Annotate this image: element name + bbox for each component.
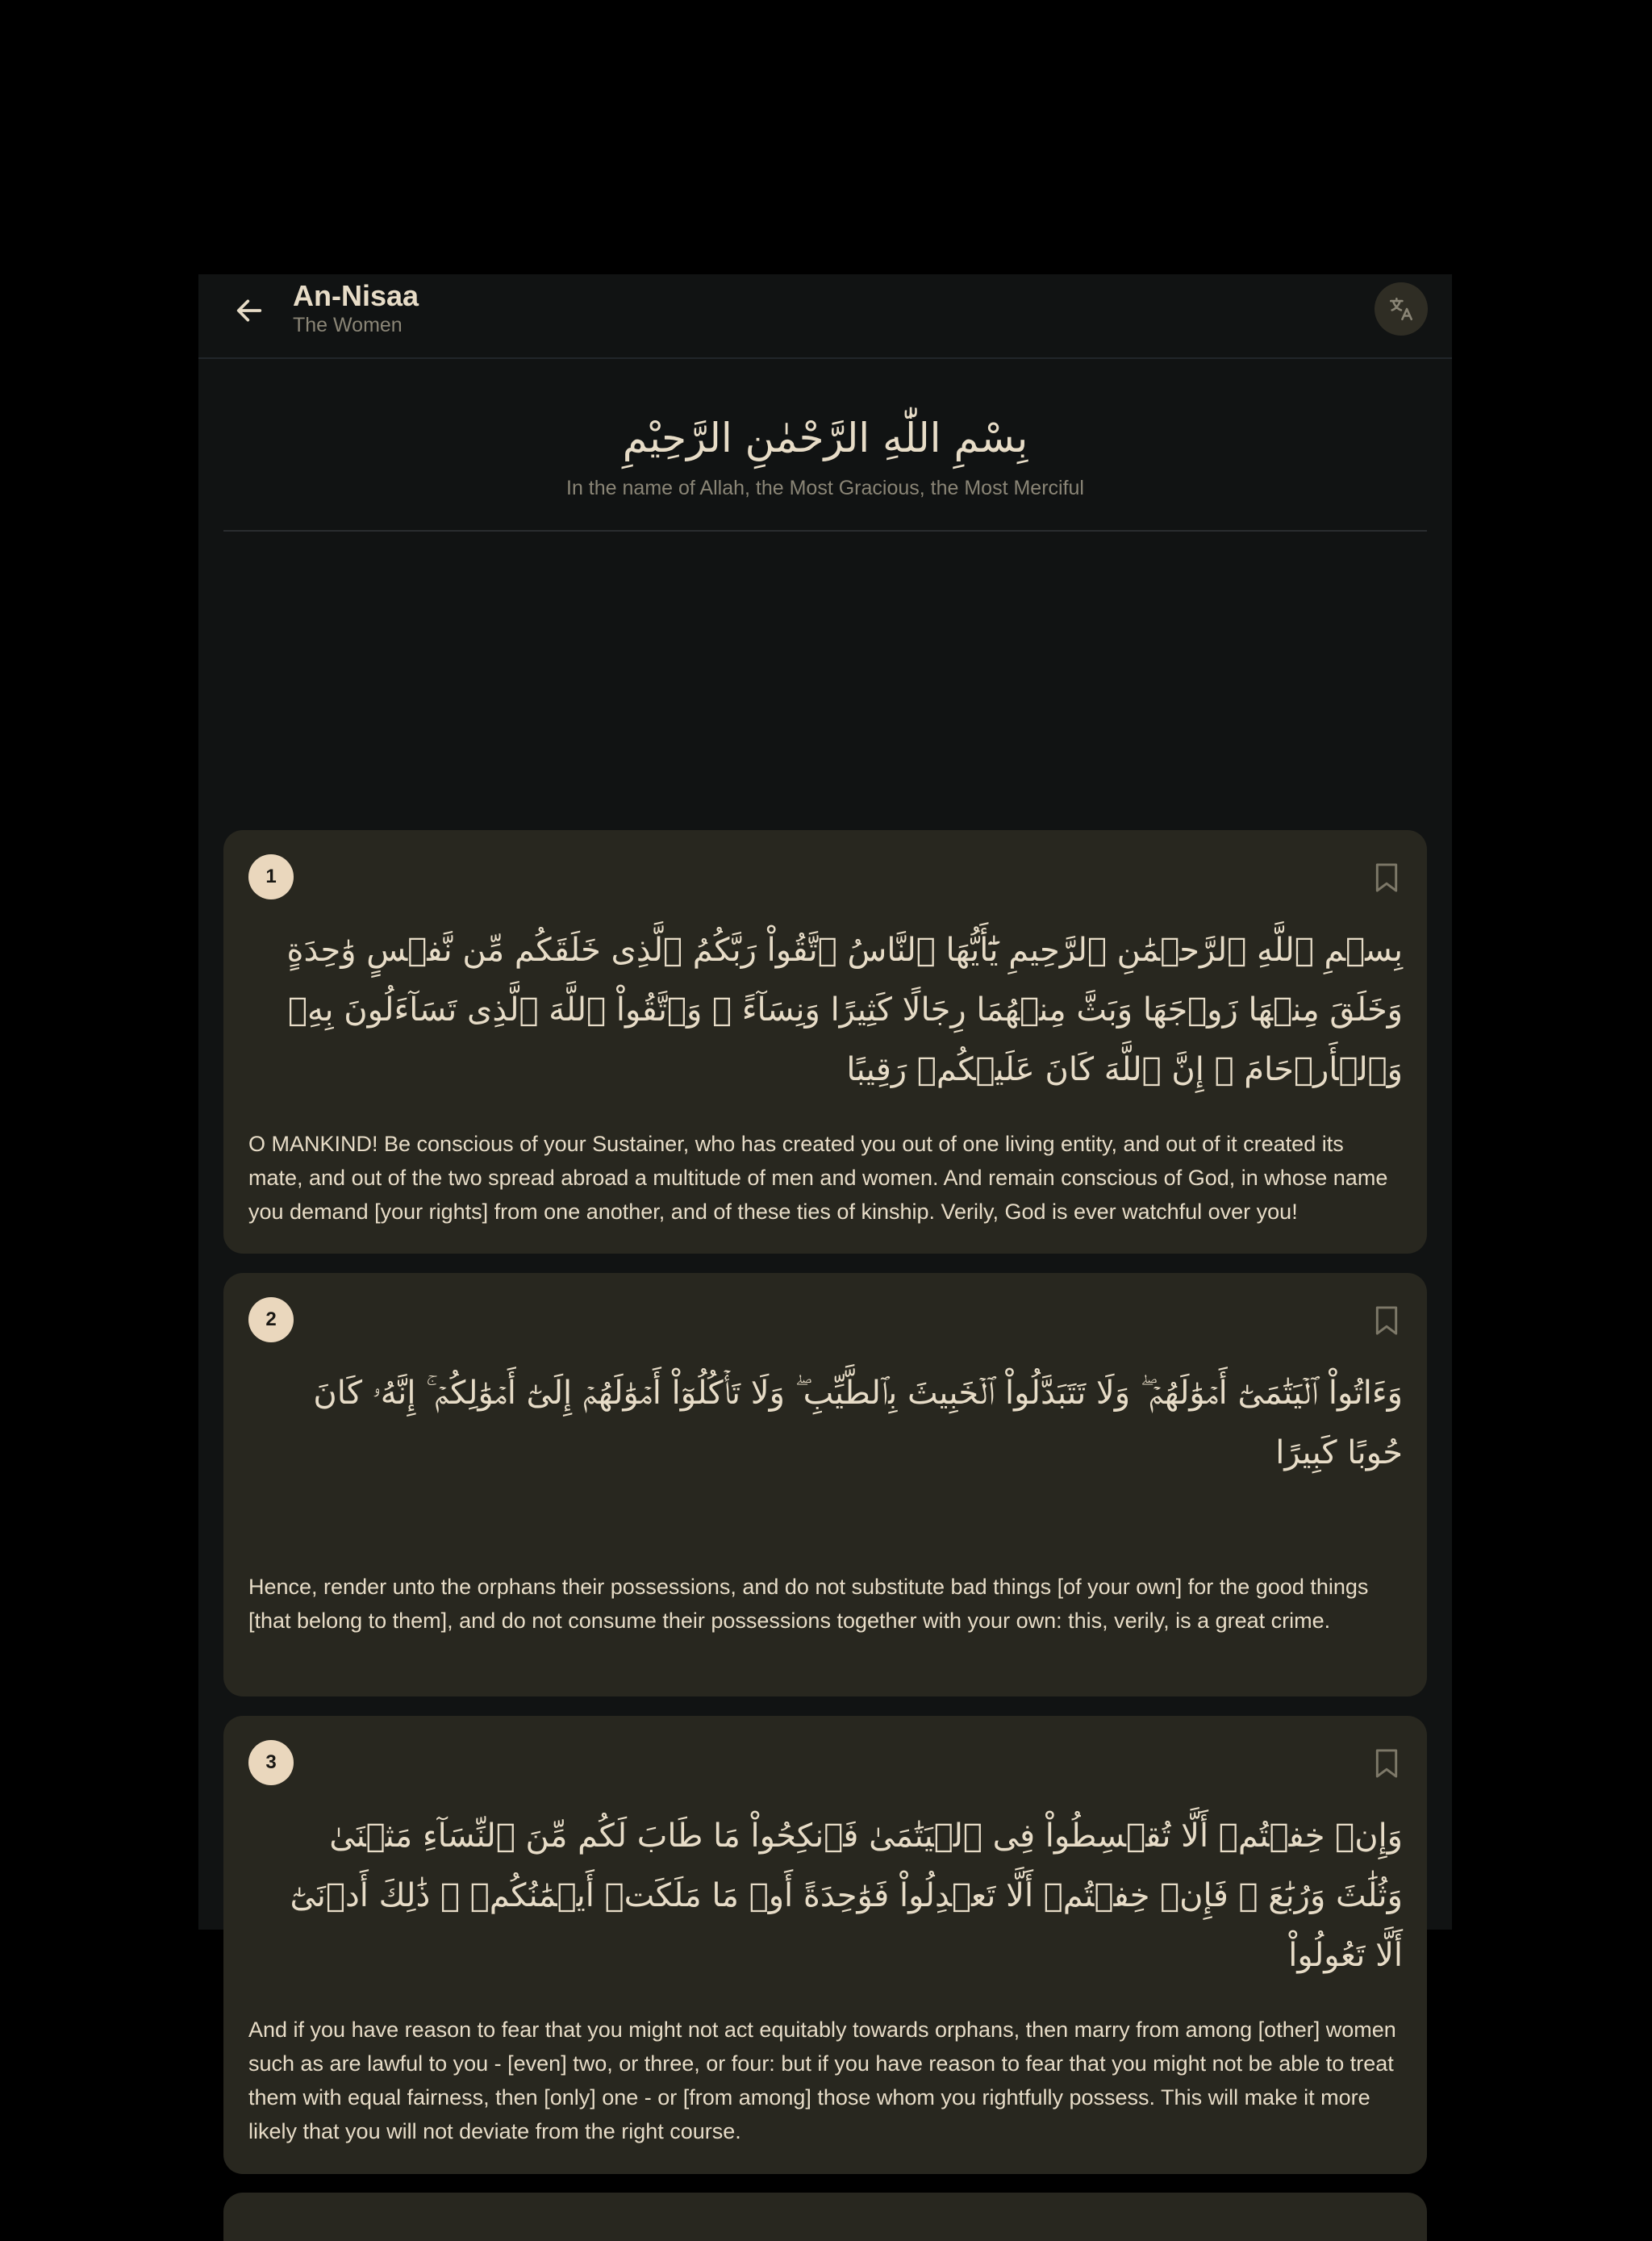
verse-arabic-text: وَءَاتُواْ ٱلۡيَتَٰمَىٰٓ أَمۡوَٰلَهُمۡ ۖ وَلَا تَتَبَدَّلُواْ ٱلۡخَبِيثَ بِٱلطَّيِّبِ ۖ وَلَا تَأۡكُلُوٓاْ أَمۡوَٰلَهُمۡ إِلَىٰٓ أَمۡوَٰلِكُمۡ ۚ إِنَّهُۥ كَانَ حُوبًا كَبِيرًا [313,1375,1403,1471]
bookmark-button[interactable] [1370,861,1403,895]
verse-translation: O MANKIND! Be conscious of your Sustainer, who has created you out of one living entity, and out of it created its mate, and out of the two spread abroad a multitude of men and women. And remain conscious of God, in whose name you demand [your rights] from one another, and of these ties of kinship. Verily, God is ever watchful over you! [248,1132,1388,1224]
verse-card-3[interactable] [223,1716,1427,2174]
verse-card-partial[interactable] [223,2193,1427,2241]
bookmark-button[interactable] [1370,1304,1403,1338]
verse-translation: Hence, render unto the orphans their possessions, and do not substitute bad things [of your own] for the good things [that belong to them], and do not consume their possessions together with your own: this, verily, is a great crime. [248,1575,1369,1633]
bookmark-icon [1375,1748,1399,1779]
translate-button[interactable] [1375,282,1428,336]
verse-number-badge: 1 [248,854,294,899]
title-block [293,279,419,337]
verse-number-badge: 2 [248,1297,294,1342]
verse-translation: And if you have reason to fear that you might not act equitably towards orphans, then marry from among [other] women such as are lawful to you - [even] two, or three, or four: but if you have reason to fear that you might not be able to treat them with equal fairness, then [only] one - or [from among] those whom you rightfully possess. This will make it more likely that you will not deviate from the right course. [248,2018,1396,2143]
page-subtitle: The Women [293,314,403,336]
bookmark-button[interactable] [1370,1746,1403,1780]
bismillah-header [223,359,1427,532]
verse-arabic-text: وَإِنۡ خِفۡتُمۡ أَلَّا تُقۡسِطُواْ فِى ٱلۡيَتَٰمَىٰ فَٱنكِحُواْ مَا طَابَ لَكُم مِّنَ ٱلنِّسَآءِ مَثۡنَىٰ وَثُلَٰثَ وَرُبَٰعَ ۖ فَإِنۡ خِفۡتُمۡ أَلَّا تَعۡدِلُواْ فَوَٰحِدَةً أَوۡ مَا مَلَكَتۡ أَيۡمَٰنُكُمۡ ۚ ذَٰلِكَ أَدۡنَىٰٓ أَلَّا تَعُولُواْ [290,1817,1403,1974]
verse-list[interactable] [223,359,1427,2143]
bookmark-icon [1375,862,1399,893]
app-window [198,274,1452,2143]
verse-number-badge: 3 [248,1740,294,1785]
verse-arabic-text: بِسۡمِ ٱللَّهِ ٱلرَّحۡمَٰنِ ٱلرَّحِيمِ يَٰٓأَيُّهَا ٱلنَّاسُ ٱتَّقُواْ رَبَّكُمُ ٱلَّذِى خَلَقَكُم مِّن نَّفۡسٍ وَٰحِدَةٍ وَخَلَقَ مِنۡهَا زَوۡجَهَا وَبَثَّ مِنۡهُمَا رِجَالًا كَثِيرًا وَنِسَآءً ۚ وَٱتَّقُواْ ٱللَّهَ ٱلَّذِى تَسَآءَلُونَ بِهِۦ وَٱلۡأَرۡحَامَ ۚ إِنَّ ٱللَّهَ كَانَ عَلَيۡكُمۡ رَقِيبًا [286,932,1403,1088]
verse-card-1[interactable] [223,830,1427,1254]
bismillah-arabic: بِسْمِ اللّٰهِ الرَّحْمٰنِ الرَّحِيْمِ [622,415,1028,461]
bismillah-translation: In the name of Allah, the Most Gracious, the Most Merciful [566,477,1084,499]
page-title: An-Nisaa [293,279,419,312]
arrow-left-icon [233,294,265,327]
bookmark-icon [1375,1305,1399,1336]
top-bar [198,274,1452,359]
back-button[interactable] [231,292,268,329]
verse-card-2[interactable] [223,1273,1427,1696]
translate-icon [1387,295,1415,323]
